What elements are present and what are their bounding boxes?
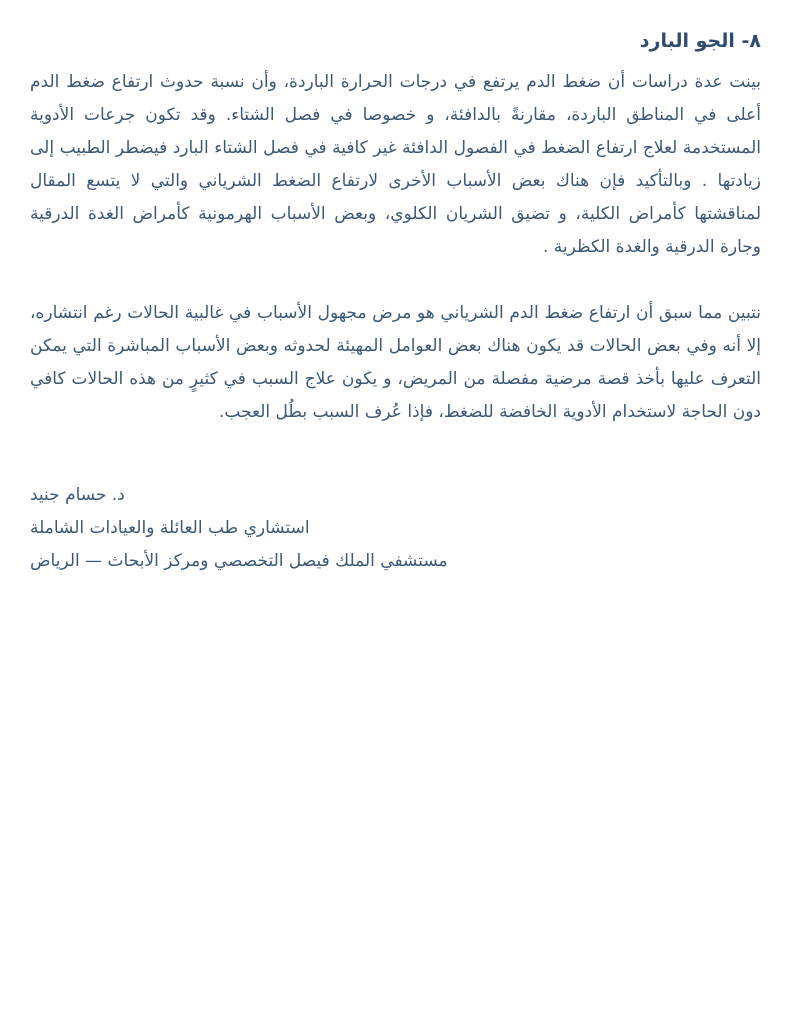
body-paragraph-2: نتبين مما سبق أن ارتفاع ضغط الدم الشرياني هو مرض مجهول الأسباب في غالبية الحالات رغم انتشاره، إلا أنه وفي بعض الحالات قد يكون هناك بعض العوامل المهيئة لحدوثه وبعض الأسباب المباشرة التي يمكن التعرف عليها بأخذ قصة مرضية مفصلة من المريض، و يكون علاج السبب في كثيرٍ من هذه الحالات كافي دون الحاجة لاستخدام الأدوية الخافضة للضغط، فإذا عُرف السبب بطُل العجب. [30, 303, 761, 422]
page-title: ٨- الجو البارد [639, 30, 761, 52]
signature-block [30, 479, 761, 578]
signature-role: استشاري طب العائلة والعيادات الشاملة [30, 518, 310, 538]
signature-name: د. حسام جنيد [30, 485, 125, 505]
signature-affiliation: مستشفي الملك فيصل التخصصي ومركز الأبحاث — الرياض [30, 551, 448, 571]
body-paragraph-1: بينت عدة دراسات أن ضغط الدم يرتفع في درجات الحرارة الباردة، وأن نسبة حدوث ارتفاع ضغط الدم أعلى في المناطق الباردة، مقارنةً بالدافئة، و خصوصا في فصل الشتاء. وقد تكون جرعات الأدوية المستخدمة لعلاج ارتفاع الضغط في الفصول الدافئة غير كافية في فصل الشتاء البارد فيضطر الطبيب إلى زيادتها . وبالتأكيد فإن هناك بعض الأسباب الأخرى لارتفاع الضغط الشرياني والتي لا يتسع المقال لمناقشتها كأمراض الكلية، و تضيق الشريان الكلوي، وبعض الأسباب الهرمونية كأمراض الغدة الدرقية وجارة الدرقية والغدة الكظرية . [30, 72, 761, 257]
